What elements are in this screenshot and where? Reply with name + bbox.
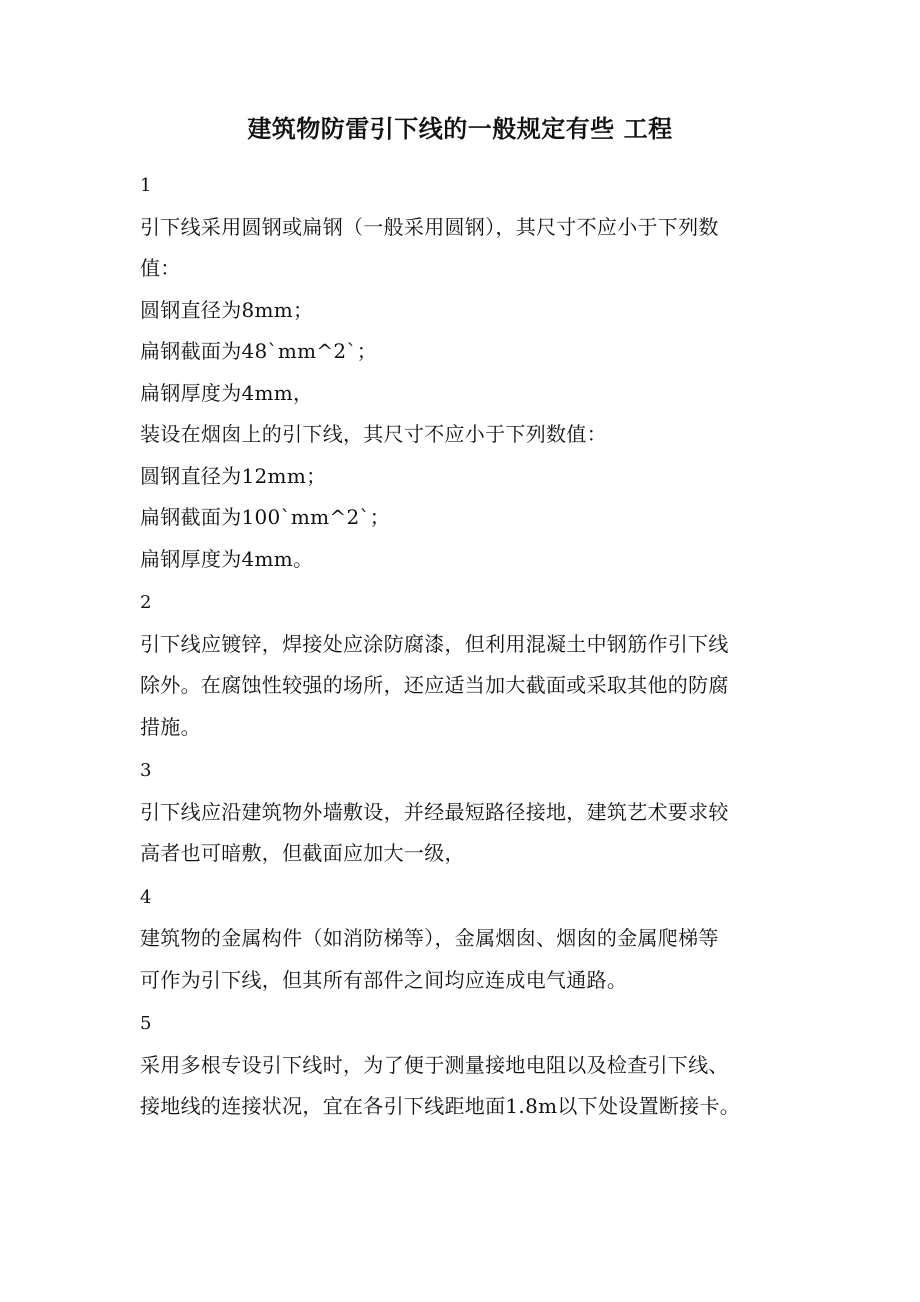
- paragraph-line: 圆钢直径为8mm；: [140, 297, 314, 322]
- section-number: 4: [140, 886, 152, 908]
- paragraph-line: 扁钢厚度为4mm。: [140, 546, 314, 571]
- section-number: 1: [140, 175, 152, 196]
- paragraph-line: 高者也可暗敷，但截面应加大一级，: [140, 841, 465, 865]
- paragraph-line: 建筑物的金属构件（如消防梯等），金属烟囱、烟囱的金属爬梯等: [140, 926, 719, 950]
- section-number: 2: [140, 592, 152, 613]
- paragraph-line: 除外。在腐蚀性较强的场所，还应适当加大截面或采取其他的防腐: [140, 673, 729, 697]
- section-4: [140, 877, 790, 1002]
- section-number: 3: [140, 760, 152, 781]
- document-body: [140, 163, 790, 1128]
- paragraph-line: 接地线的连接状况，宜在各引下线距地面1.8m以下处设置断接卡。: [140, 1094, 741, 1118]
- paragraph-line: 采用多根专设引下线时，为了便于测量接地电阻以及检查引下线、: [140, 1052, 729, 1077]
- paragraph-line: 引下线应沿建筑物外墙敷设，并经最短路径接地，建筑艺术要求较: [140, 799, 729, 824]
- document-title: 建筑物防雷引下线的一般规定有些 工程: [247, 114, 673, 143]
- section-3: [140, 750, 790, 875]
- paragraph-line: 扁钢截面为100`mm^2`；: [140, 505, 391, 529]
- section-5: [140, 1003, 790, 1128]
- paragraph-line: 可作为引下线，但其所有部件之间均应连成电气通路。: [140, 967, 628, 992]
- paragraph-line: 措施。: [140, 714, 201, 739]
- paragraph-line: 扁钢截面为48`mm^2`；: [140, 339, 378, 363]
- paragraph-line: 装设在烟囱上的引下线，其尺寸不应小于下列数值：: [140, 422, 607, 446]
- section-2: [140, 582, 790, 748]
- section-number: 5: [140, 1013, 152, 1034]
- paragraph-line: 引下线应镀锌，焊接处应涂防腐漆，但利用混凝土中钢筋作引下线: [140, 631, 729, 656]
- paragraph-line: 引下线采用圆钢或扁钢（一般采用圆钢），其尺寸不应小于下列数: [140, 214, 719, 239]
- section-1: [140, 165, 790, 580]
- paragraph-line: 值：: [140, 256, 181, 280]
- paragraph-line: 扁钢厚度为4mm，: [140, 380, 314, 405]
- paragraph-line: 圆钢直径为12mm；: [140, 463, 327, 488]
